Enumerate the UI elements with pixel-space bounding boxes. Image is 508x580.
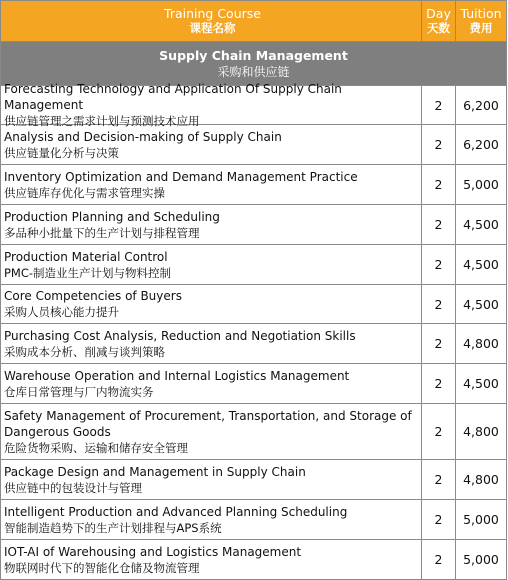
course-title-en: Analysis and Decision-making of Supply Chain bbox=[4, 129, 282, 144]
table-row bbox=[1, 500, 507, 540]
course-name-cell bbox=[1, 500, 422, 540]
days-cell bbox=[422, 245, 456, 285]
days-cell bbox=[422, 125, 456, 165]
course-name-cell bbox=[1, 285, 422, 324]
course-name-cell bbox=[1, 404, 422, 460]
course-name-cell bbox=[1, 205, 422, 245]
course-tuition: 5,000 bbox=[463, 512, 499, 527]
table-row bbox=[1, 404, 507, 460]
course-title-cn: 多品种小批量下的生产计划与排程管理 bbox=[4, 225, 200, 240]
course-days: 2 bbox=[434, 217, 443, 232]
tuition-cell bbox=[456, 500, 507, 540]
table-row bbox=[1, 460, 507, 500]
course-name-cell bbox=[1, 324, 422, 364]
tuition-cell bbox=[456, 364, 507, 404]
section-title-cn: 采购和供应链 bbox=[217, 64, 290, 79]
course-name-cell bbox=[1, 540, 422, 580]
table-row bbox=[1, 82, 507, 128]
table-row bbox=[1, 205, 507, 245]
course-name-cell bbox=[1, 245, 422, 285]
course-tuition: 6,200 bbox=[463, 137, 499, 152]
course-title-en: Intelligent Production and Advanced Planning Scheduling bbox=[4, 504, 348, 519]
days-cell bbox=[422, 540, 456, 580]
tuition-cell bbox=[456, 404, 507, 460]
tuition-cell bbox=[456, 460, 507, 500]
course-title-cn: 供应链库存优化与需求管理实操 bbox=[4, 185, 165, 200]
days-cell bbox=[422, 324, 456, 364]
course-title-cn: 危险货物采购、运输和储存安全管理 bbox=[4, 440, 188, 455]
course-days: 2 bbox=[434, 424, 443, 439]
tuition-cell bbox=[456, 540, 507, 580]
course-tuition: 5,000 bbox=[463, 552, 499, 567]
course-tuition: 4,500 bbox=[463, 217, 499, 232]
course-tuition: 6,200 bbox=[463, 97, 499, 113]
course-title-cn: 采购成本分析、削减与谈判策略 bbox=[4, 344, 165, 359]
course-title-en: Package Design and Management in Supply Chain bbox=[4, 464, 306, 479]
course-days: 2 bbox=[434, 336, 443, 351]
course-days: 2 bbox=[434, 137, 443, 152]
course-tuition: 4,800 bbox=[463, 472, 499, 487]
course-days: 2 bbox=[434, 97, 443, 113]
table-row bbox=[1, 285, 507, 324]
course-tuition: 4,500 bbox=[463, 296, 499, 312]
course-name-cell bbox=[1, 165, 422, 205]
tuition-cell bbox=[456, 285, 507, 324]
header-day bbox=[422, 1, 456, 42]
course-days: 2 bbox=[434, 177, 443, 192]
days-cell bbox=[422, 86, 456, 125]
header-tuition bbox=[456, 1, 507, 42]
course-title-cn: 供应链管理之需求计划与预测技术应用 bbox=[4, 114, 200, 128]
section-title-en: Supply Chain Management bbox=[159, 47, 348, 63]
tuition-cell bbox=[456, 245, 507, 285]
header-row bbox=[1, 1, 507, 42]
header-course-cn: 课程名称 bbox=[189, 21, 236, 35]
header-tuition-en: Tuition bbox=[460, 6, 502, 21]
header-course-en: Training Course bbox=[164, 6, 261, 21]
tuition-cell bbox=[456, 165, 507, 205]
course-title-cn: 采购人员核心能力提升 bbox=[4, 305, 119, 319]
course-days: 2 bbox=[434, 296, 443, 312]
course-title-cn: 供应链量化分析与决策 bbox=[4, 145, 119, 160]
course-title-en: Production Planning and Scheduling bbox=[4, 209, 220, 224]
table-row bbox=[1, 165, 507, 205]
table-row bbox=[1, 324, 507, 364]
course-days: 2 bbox=[434, 552, 443, 567]
header-course bbox=[1, 1, 422, 42]
days-cell bbox=[422, 165, 456, 205]
course-rows bbox=[1, 82, 507, 580]
course-tuition: 4,500 bbox=[463, 257, 499, 272]
tuition-cell bbox=[456, 86, 507, 125]
course-name-cell bbox=[1, 460, 422, 500]
header-tuition-cn: 费用 bbox=[469, 21, 493, 35]
course-title-en: Core Competencies of Buyers bbox=[4, 289, 182, 303]
course-name-cell bbox=[1, 364, 422, 404]
course-tuition: 4,800 bbox=[463, 336, 499, 351]
course-name-cell bbox=[1, 82, 422, 128]
course-tuition: 5,000 bbox=[463, 177, 499, 192]
course-days: 2 bbox=[434, 512, 443, 527]
course-title-en: Safety Management of Procurement, Transportation, and Storage of Dangerous Goods bbox=[4, 408, 412, 439]
table-row bbox=[1, 245, 507, 285]
days-cell bbox=[422, 364, 456, 404]
tuition-cell bbox=[456, 324, 507, 364]
tuition-cell bbox=[456, 125, 507, 165]
header-day-en: Day bbox=[426, 6, 451, 21]
course-title-en: Forecasting Technology and Application Of Supply Chain Management bbox=[4, 82, 342, 112]
days-cell bbox=[422, 205, 456, 245]
course-tuition: 4,500 bbox=[463, 376, 499, 391]
course-title-cn: 供应链中的包装设计与管理 bbox=[4, 480, 142, 495]
course-title-cn: 智能制造趋势下的生产计划排程与APS系统 bbox=[4, 520, 222, 535]
table-row bbox=[1, 364, 507, 404]
days-cell bbox=[422, 500, 456, 540]
table-row bbox=[1, 540, 507, 580]
course-days: 2 bbox=[434, 257, 443, 272]
course-title-cn: 仓库日常管理与厂内物流实务 bbox=[4, 384, 154, 399]
days-cell bbox=[422, 285, 456, 324]
course-title-en: Inventory Optimization and Demand Management Practice bbox=[4, 169, 358, 184]
course-title-cn: PMC-制造业生产计划与物料控制 bbox=[4, 265, 172, 280]
course-title-en: Purchasing Cost Analysis, Reduction and Negotiation Skills bbox=[4, 328, 356, 343]
course-title-en: IOT-AI of Warehousing and Logistics Management bbox=[4, 544, 302, 559]
section-header bbox=[1, 42, 507, 86]
course-days: 2 bbox=[434, 376, 443, 391]
course-title-en: Production Material Control bbox=[4, 249, 168, 264]
course-tuition: 4,800 bbox=[463, 424, 499, 439]
course-days: 2 bbox=[434, 472, 443, 487]
days-cell bbox=[422, 460, 456, 500]
table-row bbox=[1, 125, 507, 165]
course-name-cell bbox=[1, 125, 422, 165]
days-cell bbox=[422, 404, 456, 460]
tuition-cell bbox=[456, 205, 507, 245]
header-day-cn: 天数 bbox=[427, 21, 450, 35]
course-title-en: Warehouse Operation and Internal Logistics Management bbox=[4, 368, 350, 383]
course-title-cn: 物联网时代下的智能化仓储及物流管理 bbox=[4, 560, 200, 575]
